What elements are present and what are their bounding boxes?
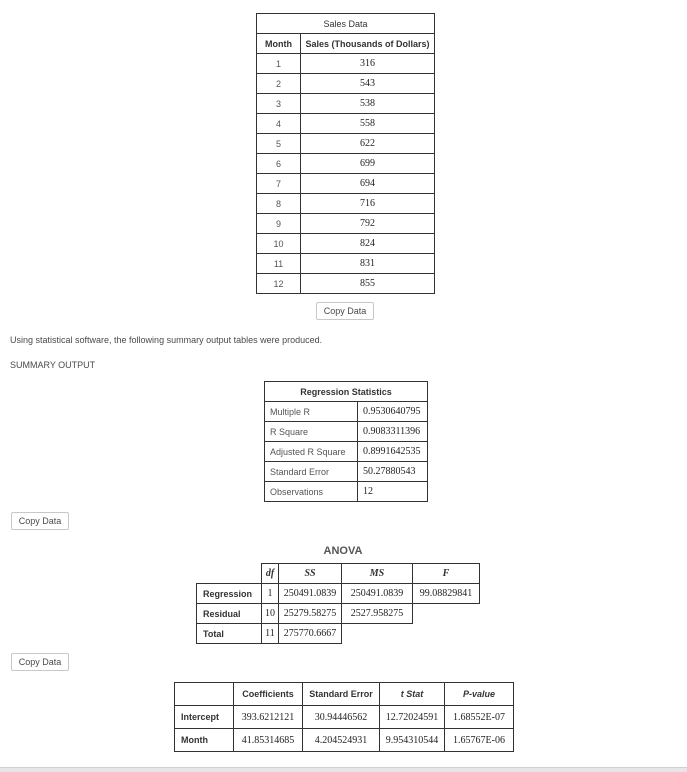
table-row: 3 538 [257,94,435,114]
regression-statistics-table [264,381,428,502]
table-row: Adjusted R Square 0.8991642535 [265,442,428,462]
summary-output-label: SUMMARY OUTPUT [10,360,96,370]
anova-ms-header: MS [342,564,413,584]
p-value-header: P-value [445,683,514,706]
table-row: Intercept 393.6212121 30.94446562 12.72024591 1.68552E-07 [175,706,514,729]
table-row: 9 792 [257,214,435,234]
sales-table-title: Sales Data [257,14,435,34]
table-row: 6 699 [257,154,435,174]
coefficients-header: Coefficients [234,683,303,706]
standard-error-header: Standard Error [303,683,380,706]
table-row: 12 855 [257,274,435,294]
table-row: 8 716 [257,194,435,214]
table-row: Regression 1 250491.0839 250491.0839 99.08829841 [197,584,480,604]
table-row: 10 824 [257,234,435,254]
table-row: 5 622 [257,134,435,154]
table-row: 11 831 [257,254,435,274]
anova-table [196,563,480,644]
table-row: 2 543 [257,74,435,94]
table-row: 4 558 [257,114,435,134]
anova-title: ANOVA [323,545,363,557]
table-row: R Square 0.9083311396 [265,422,428,442]
table-row: Multiple R 0.9530640795 [265,402,428,422]
table-row: Residual 10 25279.58275 2527.958275 [197,604,480,624]
copy-sales-data-button[interactable]: Copy Data [316,302,374,320]
intro-text: Using statistical software, the following summary output tables were produced. [10,335,323,345]
regression-table-title: Regression Statistics [265,382,428,402]
sales-data-table [256,13,435,294]
page-footer-bar [0,767,687,772]
table-row: Observations 12 [265,482,428,502]
table-row: 1 316 [257,54,435,74]
month-header: Month [257,34,301,54]
anova-ss-header: SS [279,564,342,584]
copy-regression-data-button[interactable]: Copy Data [11,512,69,530]
table-row: Total 11 275770.6667 [197,624,480,644]
copy-anova-data-button[interactable]: Copy Data [11,653,69,671]
sales-header: Sales (Thousands of Dollars) [301,34,435,54]
table-row: Month 41.85314685 4.204524931 9.954310544 1.65767E-06 [175,729,514,752]
coefficients-table [174,682,514,752]
t-stat-header: t Stat [380,683,445,706]
anova-df-header: df [262,564,279,584]
table-row: 7 694 [257,174,435,194]
table-row: Standard Error 50.27880543 [265,462,428,482]
anova-f-header: F [413,564,480,584]
